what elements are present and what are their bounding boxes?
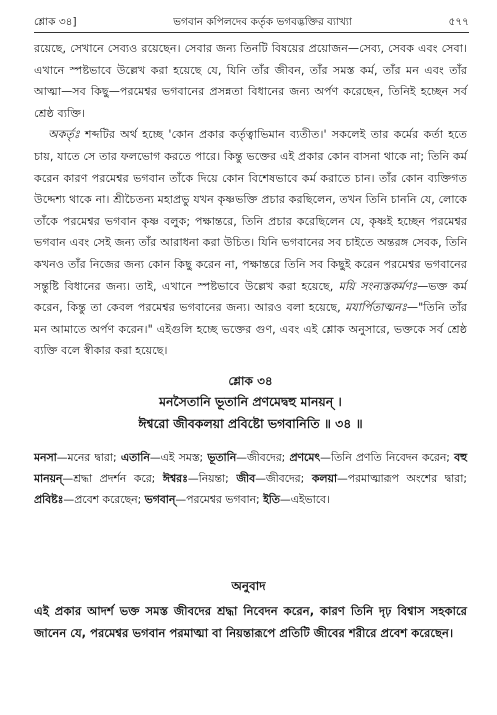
- sanskrit-term: অকর্তৃঃ: [48, 128, 80, 142]
- sanskrit-term: ময়ি সংন্যস্তকর্মণঃ: [338, 279, 418, 293]
- synonym-meaning: —শ্রদ্ধা প্রদর্শন করে;: [62, 471, 163, 485]
- purport-paragraph-2: [34, 124, 467, 362]
- purport-text: [34, 38, 467, 362]
- synonym-meaning: —পরমাত্মারূপ অংশের দ্বারা;: [336, 471, 467, 485]
- page-number: ৫৭৭: [448, 15, 469, 28]
- synonym-meaning: —জীবদের;: [236, 451, 290, 464]
- synonym-meaning: —নিয়ন্তা;: [187, 471, 237, 485]
- synonym-term: প্রবিষ্টঃ: [34, 492, 64, 506]
- verse-line-1: মনসৈতানি ভূতানি প্রণমেদ্বহু মানয়ন্ ।: [159, 394, 342, 409]
- purport-paragraph-1: রয়েছে, সেখানে সেব্যও রয়েছেন। সেবার জন্য তিনটি বিষয়ের প্রয়োজন—সেব্য, সেবক এবং সেবা। এখানে স্পষ্টভাবে উল্লেখ করা হয়েছে যে, যিনি তাঁর জীবন, তাঁর সমস্ত কর্ম, তাঁর মন এবং তাঁর আত্মা—সব কিছু—পরমেশ্বর ভগবানের প্রসন্নতা বিধানের জন্য অর্পণ করেছেন, তিনিই হচ্ছেন সর্ব শ্রেষ্ঠ ব্যক্তি।: [34, 42, 467, 120]
- synonym-term: প্রণমেৎ: [289, 451, 321, 464]
- synonym-term: ইতি: [263, 492, 280, 506]
- synonym-term: ভগবান্: [144, 492, 176, 506]
- running-header: [34, 14, 469, 33]
- verse-block: [34, 371, 467, 435]
- sanskrit-term: মযার্পিতাত্মনঃ: [345, 301, 407, 315]
- synonym-term: ঈশ্বরঃ: [162, 471, 188, 485]
- synonym-meaning: —মনের দ্বারা;: [56, 451, 121, 464]
- verse-line-2: ঈশ্বরো জীবকলয়া প্রবিষ্টো ভগবানিতি ॥ ৩৪ ॥: [138, 416, 363, 431]
- synonym-term: এতানি: [120, 451, 150, 464]
- synonym-meaning: —জীবদের;: [255, 471, 312, 485]
- purport-paragraph-2-text: —ভক্ত কর্ম করেন, কিন্তু তা কেবল পরমেশ্বর ভগবানের জন্য। আরও বলা হয়েছে,: [34, 279, 467, 315]
- translation-text: এই প্রকার আদর্শ ভক্ত সমস্ত জীবদের শ্রদ্ধা নিবেদন করেন, কারণ তিনি দৃঢ় বিশ্বাস সহকারে জানেন যে, পরমেশ্বর ভগবান পরমাত্মা বা নিয়ন্তারূপে প্রতিটি জীবের শরীরে প্রবেশ করেছেন।: [34, 604, 467, 640]
- synonym-term: মনসা: [34, 451, 57, 464]
- synonym-meaning: —প্রবেশ করেছেন;: [63, 492, 145, 506]
- synonym-meaning: —এইভাবে।: [279, 492, 330, 506]
- synonym-term: জীব: [236, 471, 256, 485]
- synonym-term: বহু মানয়ন্: [34, 451, 467, 485]
- header-chapter-title: ভগবান কপিলদেব কর্তৃক ভগবদ্ভক্তির ব্যাখ্যা: [173, 15, 352, 28]
- verse-label: শ্লোক ৩৪: [228, 374, 273, 388]
- synonym-meaning: —এই সমস্ত;: [149, 451, 208, 464]
- purport-paragraph-2-text: শব্দটির অর্থ হচ্ছে 'কোন প্রকার কর্তৃত্বাভিমান ব্যতীত।' সকলেই তার কর্মের কর্তা হতে চায়, যাতে সে তার ফলভোগ করতে পারে। কিন্তু ভক্তের এই প্রকার কোন বাসনা থাকে না; তিনি কর্ম করেন কারণ পরমেশ্বর ভগবান তাঁকে দিয়ে কোন বিশেষভাবে কর্ম করাতে চান। তাঁর কোন ব্যক্তিগত উদ্দেশ্য থাকে না। শ্রীচৈতন্য মহাপ্রভু যখন কৃষ্ণভক্তি প্রচার করছিলেন, তখন তিনি চাননি যে, লোকে তাঁকে পরমেশ্বর ভগবান কৃষ্ণ বলুক; পক্ষান্তরে, তিনি প্রচার করেছিলেন যে, কৃষ্ণই হচ্ছেন পরমেশ্বর ভগবান এবং সেই জন্য তাঁর আরাধনা করা উচিত। যিনি ভগবানের সব চাইতে অন্তরঙ্গ সেবক, তিনি কখনও তাঁর নিজের জন্য কোন কিছু করেন না, পক্ষান্তরে তিনি সব কিছুই করেন পরমেশ্বর ভগবানের সন্তুষ্টি বিধানের জন্য। তাই, এখানে স্পষ্টভাবে উল্লেখ করা হয়েছে,: [34, 128, 467, 293]
- synonym-term: কলয়া: [311, 471, 337, 485]
- synonym-meaning: —তিনি প্রণতি নিবেদন করেন;: [320, 451, 455, 464]
- synonym-term: ভূতানি: [207, 451, 237, 464]
- synonym-meaning: —পরমেশ্বর ভগবান;: [175, 492, 264, 506]
- translation-heading: অনুবাদ: [231, 579, 266, 593]
- header-verse-ref: শ্লোক ৩৪]: [34, 15, 77, 28]
- word-for-word-synonyms: [34, 448, 467, 510]
- purport-paragraph-2-text: —"তিনি তাঁর মন আমাতে অর্পণ করেন।" এইগুলি হচ্ছে ভক্তের গুণ, এবং এই শ্লোক অনুসারে, ভক্তকে সর্ব শ্রেষ্ঠ ব্যক্তি বলে স্বীকার করা হয়েছে।: [34, 301, 467, 358]
